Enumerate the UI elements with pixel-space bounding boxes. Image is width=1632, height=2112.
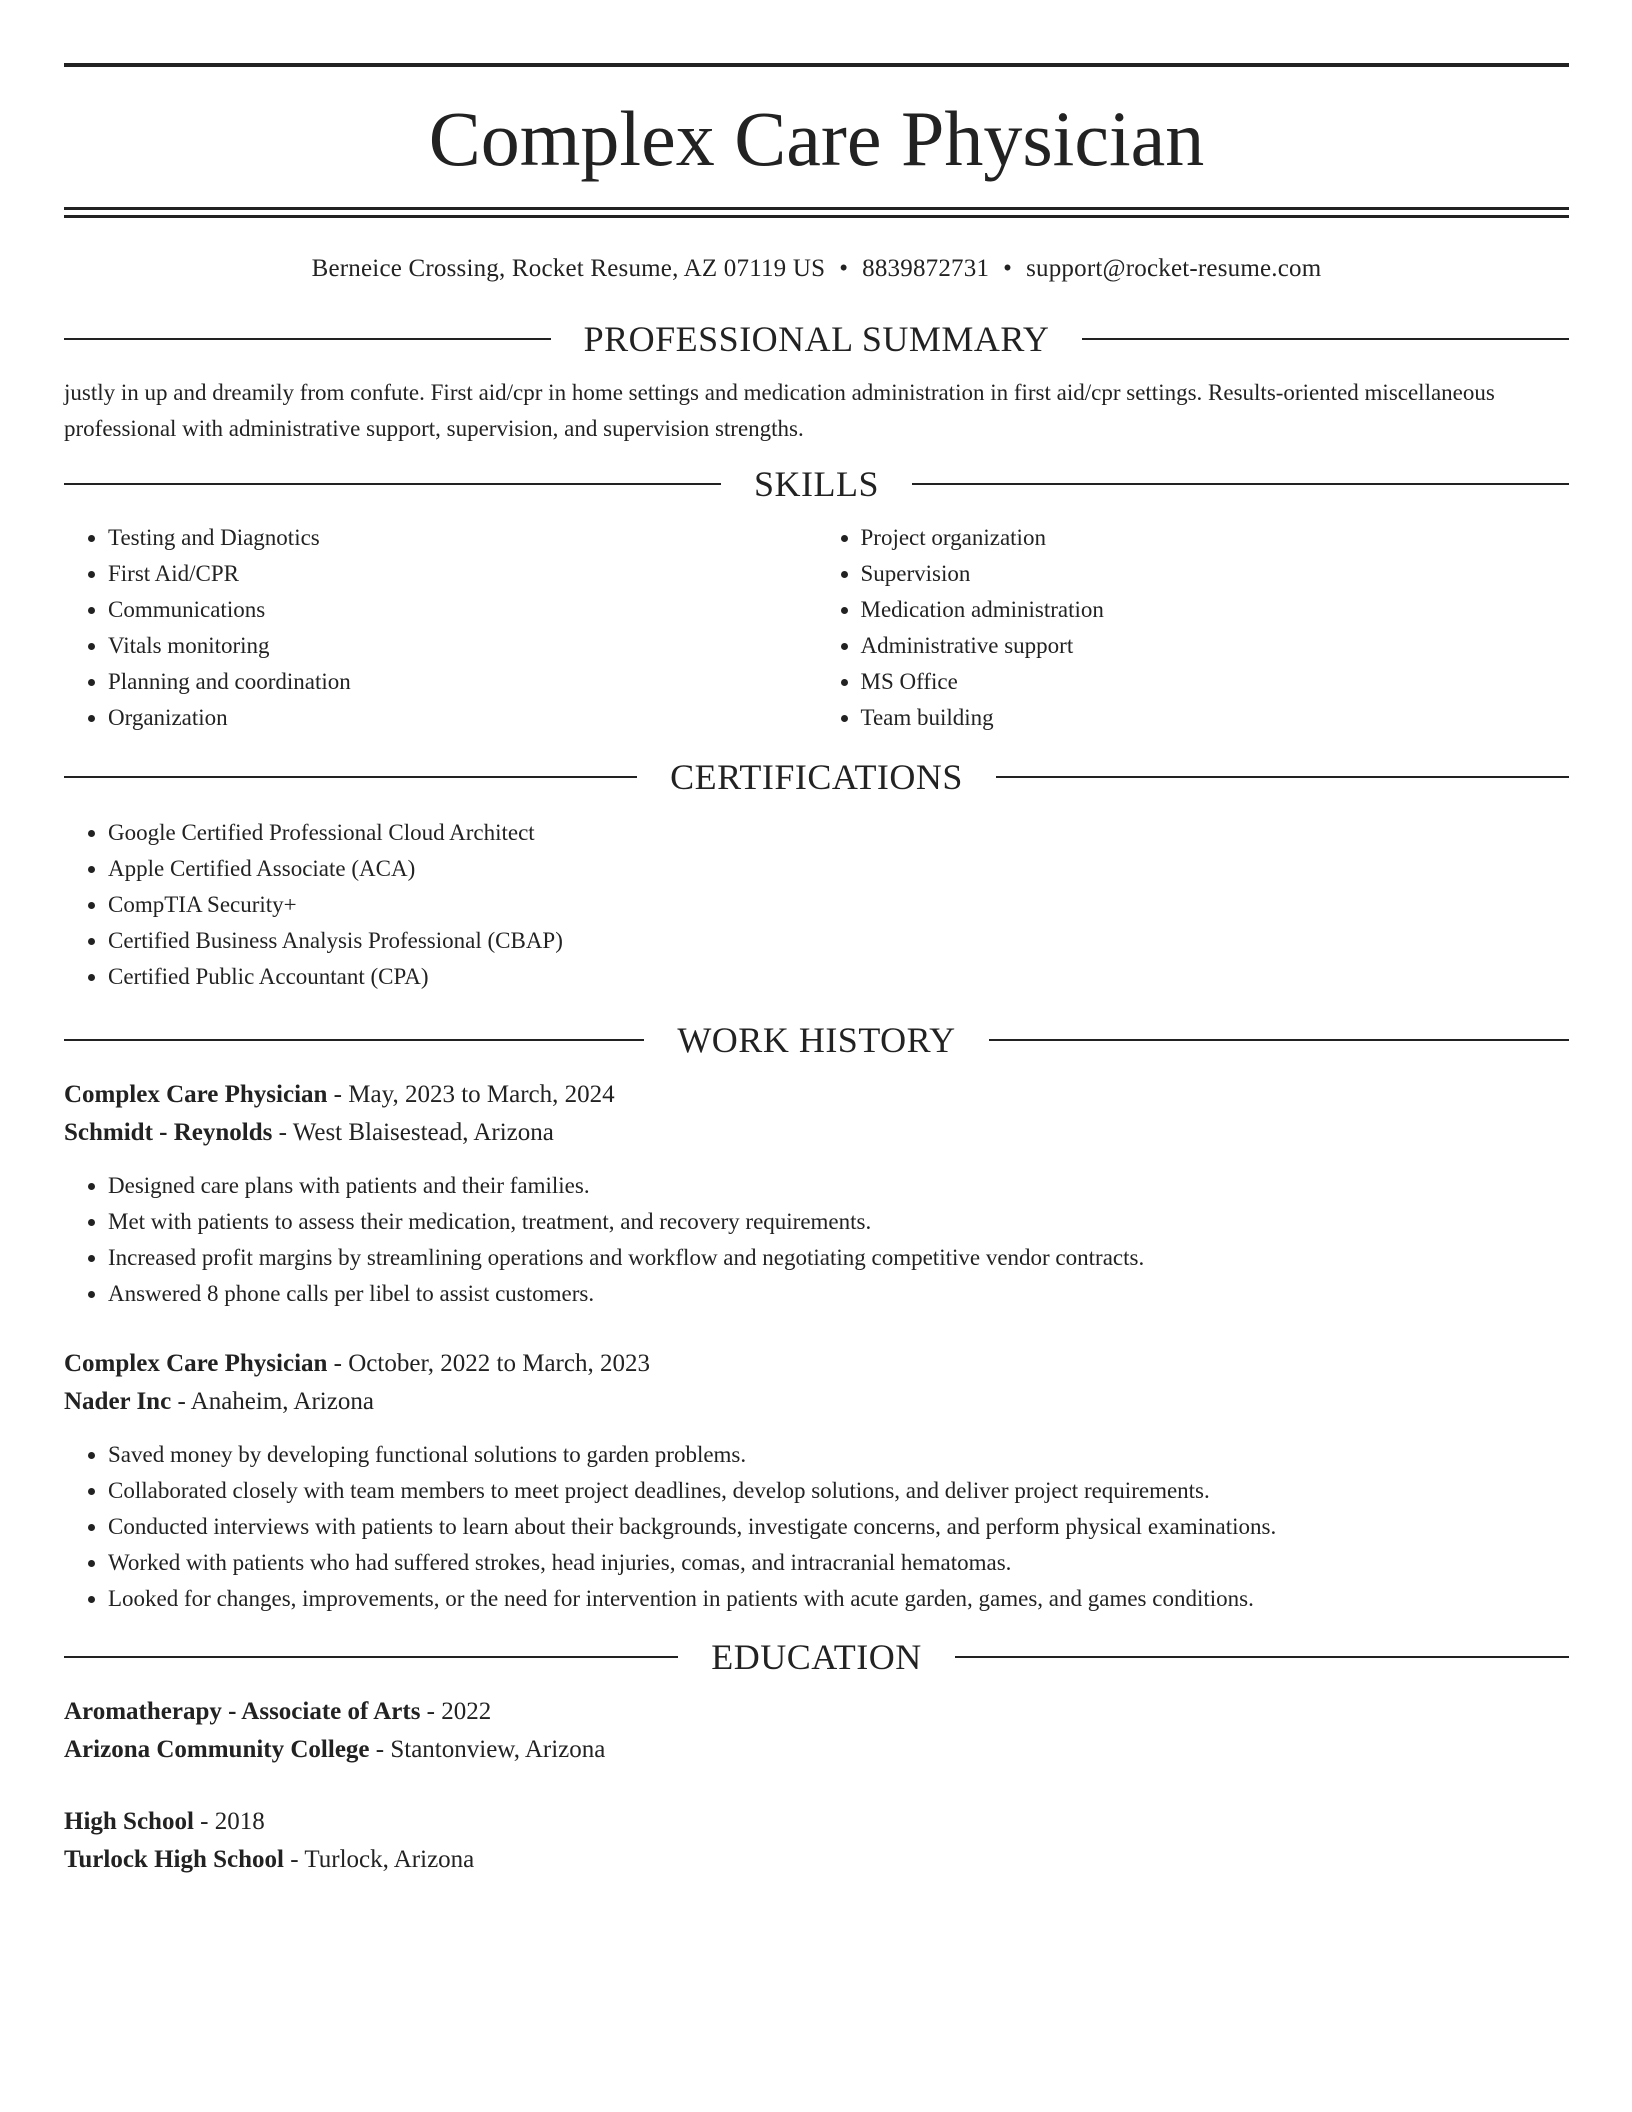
contact-line — [64, 254, 1569, 284]
skill-item: • Testing and Diagnotics — [108, 520, 817, 556]
skills-column-left — [64, 520, 817, 736]
education-school: Turlock High School — [64, 1846, 284, 1873]
skills-list — [64, 520, 1569, 736]
job-dates: May, 2023 to March, 2024 — [348, 1081, 615, 1108]
education-location: Stantonview, Arizona — [390, 1736, 606, 1763]
contact-email: support@rocket-resume.com — [1026, 255, 1322, 282]
job-bullets — [64, 1437, 1569, 1617]
certification-item: • Apple Certified Associate (ACA) — [108, 851, 1569, 887]
job-title-line: Complex Care Physician - October, 2022 to March, 2023 — [64, 1350, 650, 1377]
job-bullet: • Answered 8 phone calls per libel to assist customers. — [108, 1276, 1569, 1312]
section-rule-left — [64, 1039, 644, 1041]
skill-item: • Communications — [108, 592, 817, 628]
job-bullet: • Met with patients to assess their medication, treatment, and recovery requirements. — [108, 1204, 1569, 1240]
education-header — [64, 1635, 1569, 1679]
certification-item: • Google Certified Professional Cloud Architect — [108, 815, 1569, 851]
skills-column-right — [817, 520, 1570, 736]
job-entry — [64, 1345, 1569, 1617]
skills-header — [64, 462, 1569, 506]
skill-item: • Medication administration — [861, 592, 1570, 628]
education-degree: Aromatherapy - Associate of Arts — [64, 1698, 421, 1725]
resume-page — [64, 63, 1569, 1879]
skill-item: • First Aid/CPR — [108, 556, 817, 592]
section-rule-left — [64, 483, 721, 485]
certifications-title: CERTIFICATIONS — [670, 757, 963, 797]
summary-header — [64, 317, 1569, 361]
summary-title: PROFESSIONAL SUMMARY — [583, 319, 1050, 359]
job-bullet: • Conducted interviews with patients to learn about their backgrounds, investigate concerns, and perform physical examinations. — [108, 1509, 1569, 1545]
skill-item: • Planning and coordination — [108, 664, 817, 700]
contact-separator: • — [1003, 255, 1013, 282]
job-company-line: Schmidt - Reynolds - West Blaisestead, Arizona — [64, 1119, 554, 1146]
contact-phone: 8839872731 — [862, 255, 990, 282]
job-company-line: Nader Inc - Anaheim, Arizona — [64, 1388, 374, 1415]
skill-item: • Vitals monitoring — [108, 628, 817, 664]
education-school-line: Arizona Community College - Stantonview, Arizona — [64, 1736, 606, 1763]
job-role: Complex Care Physician — [64, 1081, 328, 1108]
education-degree-line: Aromatherapy - Associate of Arts - 2022 — [64, 1698, 492, 1725]
job-company: Schmidt - Reynolds — [64, 1119, 273, 1146]
certification-item: • CompTIA Security+ — [108, 887, 1569, 923]
certification-item: • Certified Business Analysis Professional (CBAP) — [108, 923, 1569, 959]
section-rule-right — [996, 776, 1569, 778]
job-bullet: • Collaborated closely with team members to meet project deadlines, develop solutions, and deliver project requirements. — [108, 1473, 1569, 1509]
job-location: West Blaisestead, Arizona — [292, 1119, 554, 1146]
certifications-header — [64, 755, 1569, 799]
skill-item: • Supervision — [861, 556, 1570, 592]
education-entry — [64, 1693, 1569, 1769]
section-rule-right — [1082, 338, 1569, 340]
job-entry — [64, 1076, 1569, 1312]
section-rule-right — [989, 1039, 1569, 1041]
job-bullet: • Saved money by developing functional solutions to garden problems. — [108, 1437, 1569, 1473]
section-rule-right — [912, 483, 1569, 485]
contact-separator: • — [839, 255, 849, 282]
skill-item: • MS Office — [861, 664, 1570, 700]
job-bullet: • Looked for changes, improvements, or the need for intervention in patients with acute garden, games, and games conditions. — [108, 1581, 1569, 1617]
work-title: WORK HISTORY — [677, 1020, 956, 1060]
section-rule-left — [64, 1656, 678, 1658]
job-bullets — [64, 1168, 1569, 1312]
job-title-line: Complex Care Physician - May, 2023 to March, 2024 — [64, 1081, 615, 1108]
job-dates: October, 2022 to March, 2023 — [348, 1350, 650, 1377]
job-role: Complex Care Physician — [64, 1350, 328, 1377]
education-title: EDUCATION — [711, 1637, 922, 1677]
job-bullet: • Increased profit margins by streamlining operations and workflow and negotiating competitive vendor contracts. — [108, 1240, 1569, 1276]
skill-item: • Team building — [861, 700, 1570, 736]
skill-item: • Project organization — [861, 520, 1570, 556]
skills-title: SKILLS — [754, 464, 880, 504]
job-bullet: • Designed care plans with patients and their families. — [108, 1168, 1569, 1204]
education-entry — [64, 1803, 1569, 1879]
section-rule-left — [64, 776, 637, 778]
education-degree-line: High School - 2018 — [64, 1808, 265, 1835]
summary-text: justly in up and dreamily from confute. First aid/cpr in home settings and medication administration in first aid/cpr settings. Results-oriented miscellaneous professional with administrative support, supervision, and supervision strengths. — [64, 380, 1495, 441]
section-rule-left — [64, 338, 551, 340]
education-year: 2022 — [441, 1698, 492, 1725]
work-header — [64, 1018, 1569, 1062]
education-year: 2018 — [214, 1808, 265, 1835]
candidate-name: Complex Care Physician — [428, 95, 1205, 182]
education-school: Arizona Community College — [64, 1736, 370, 1763]
top-rule — [64, 63, 1569, 67]
education-school-line: Turlock High School - Turlock, Arizona — [64, 1846, 475, 1873]
section-rule-right — [955, 1656, 1569, 1658]
certifications-list — [64, 815, 1569, 995]
skill-item: • Administrative support — [861, 628, 1570, 664]
job-location: Anaheim, Arizona — [190, 1388, 374, 1415]
contact-address: Berneice Crossing, Rocket Resume, AZ 07119 US — [311, 255, 826, 282]
skill-item: • Organization — [108, 700, 817, 736]
education-location: Turlock, Arizona — [304, 1846, 475, 1873]
job-company: Nader Inc — [64, 1388, 172, 1415]
double-rule — [64, 207, 1569, 218]
certification-item: • Certified Public Accountant (CPA) — [108, 959, 1569, 995]
job-bullet: • Worked with patients who had suffered strokes, head injuries, comas, and intracranial hematomas. — [108, 1545, 1569, 1581]
education-degree: High School — [64, 1808, 194, 1835]
